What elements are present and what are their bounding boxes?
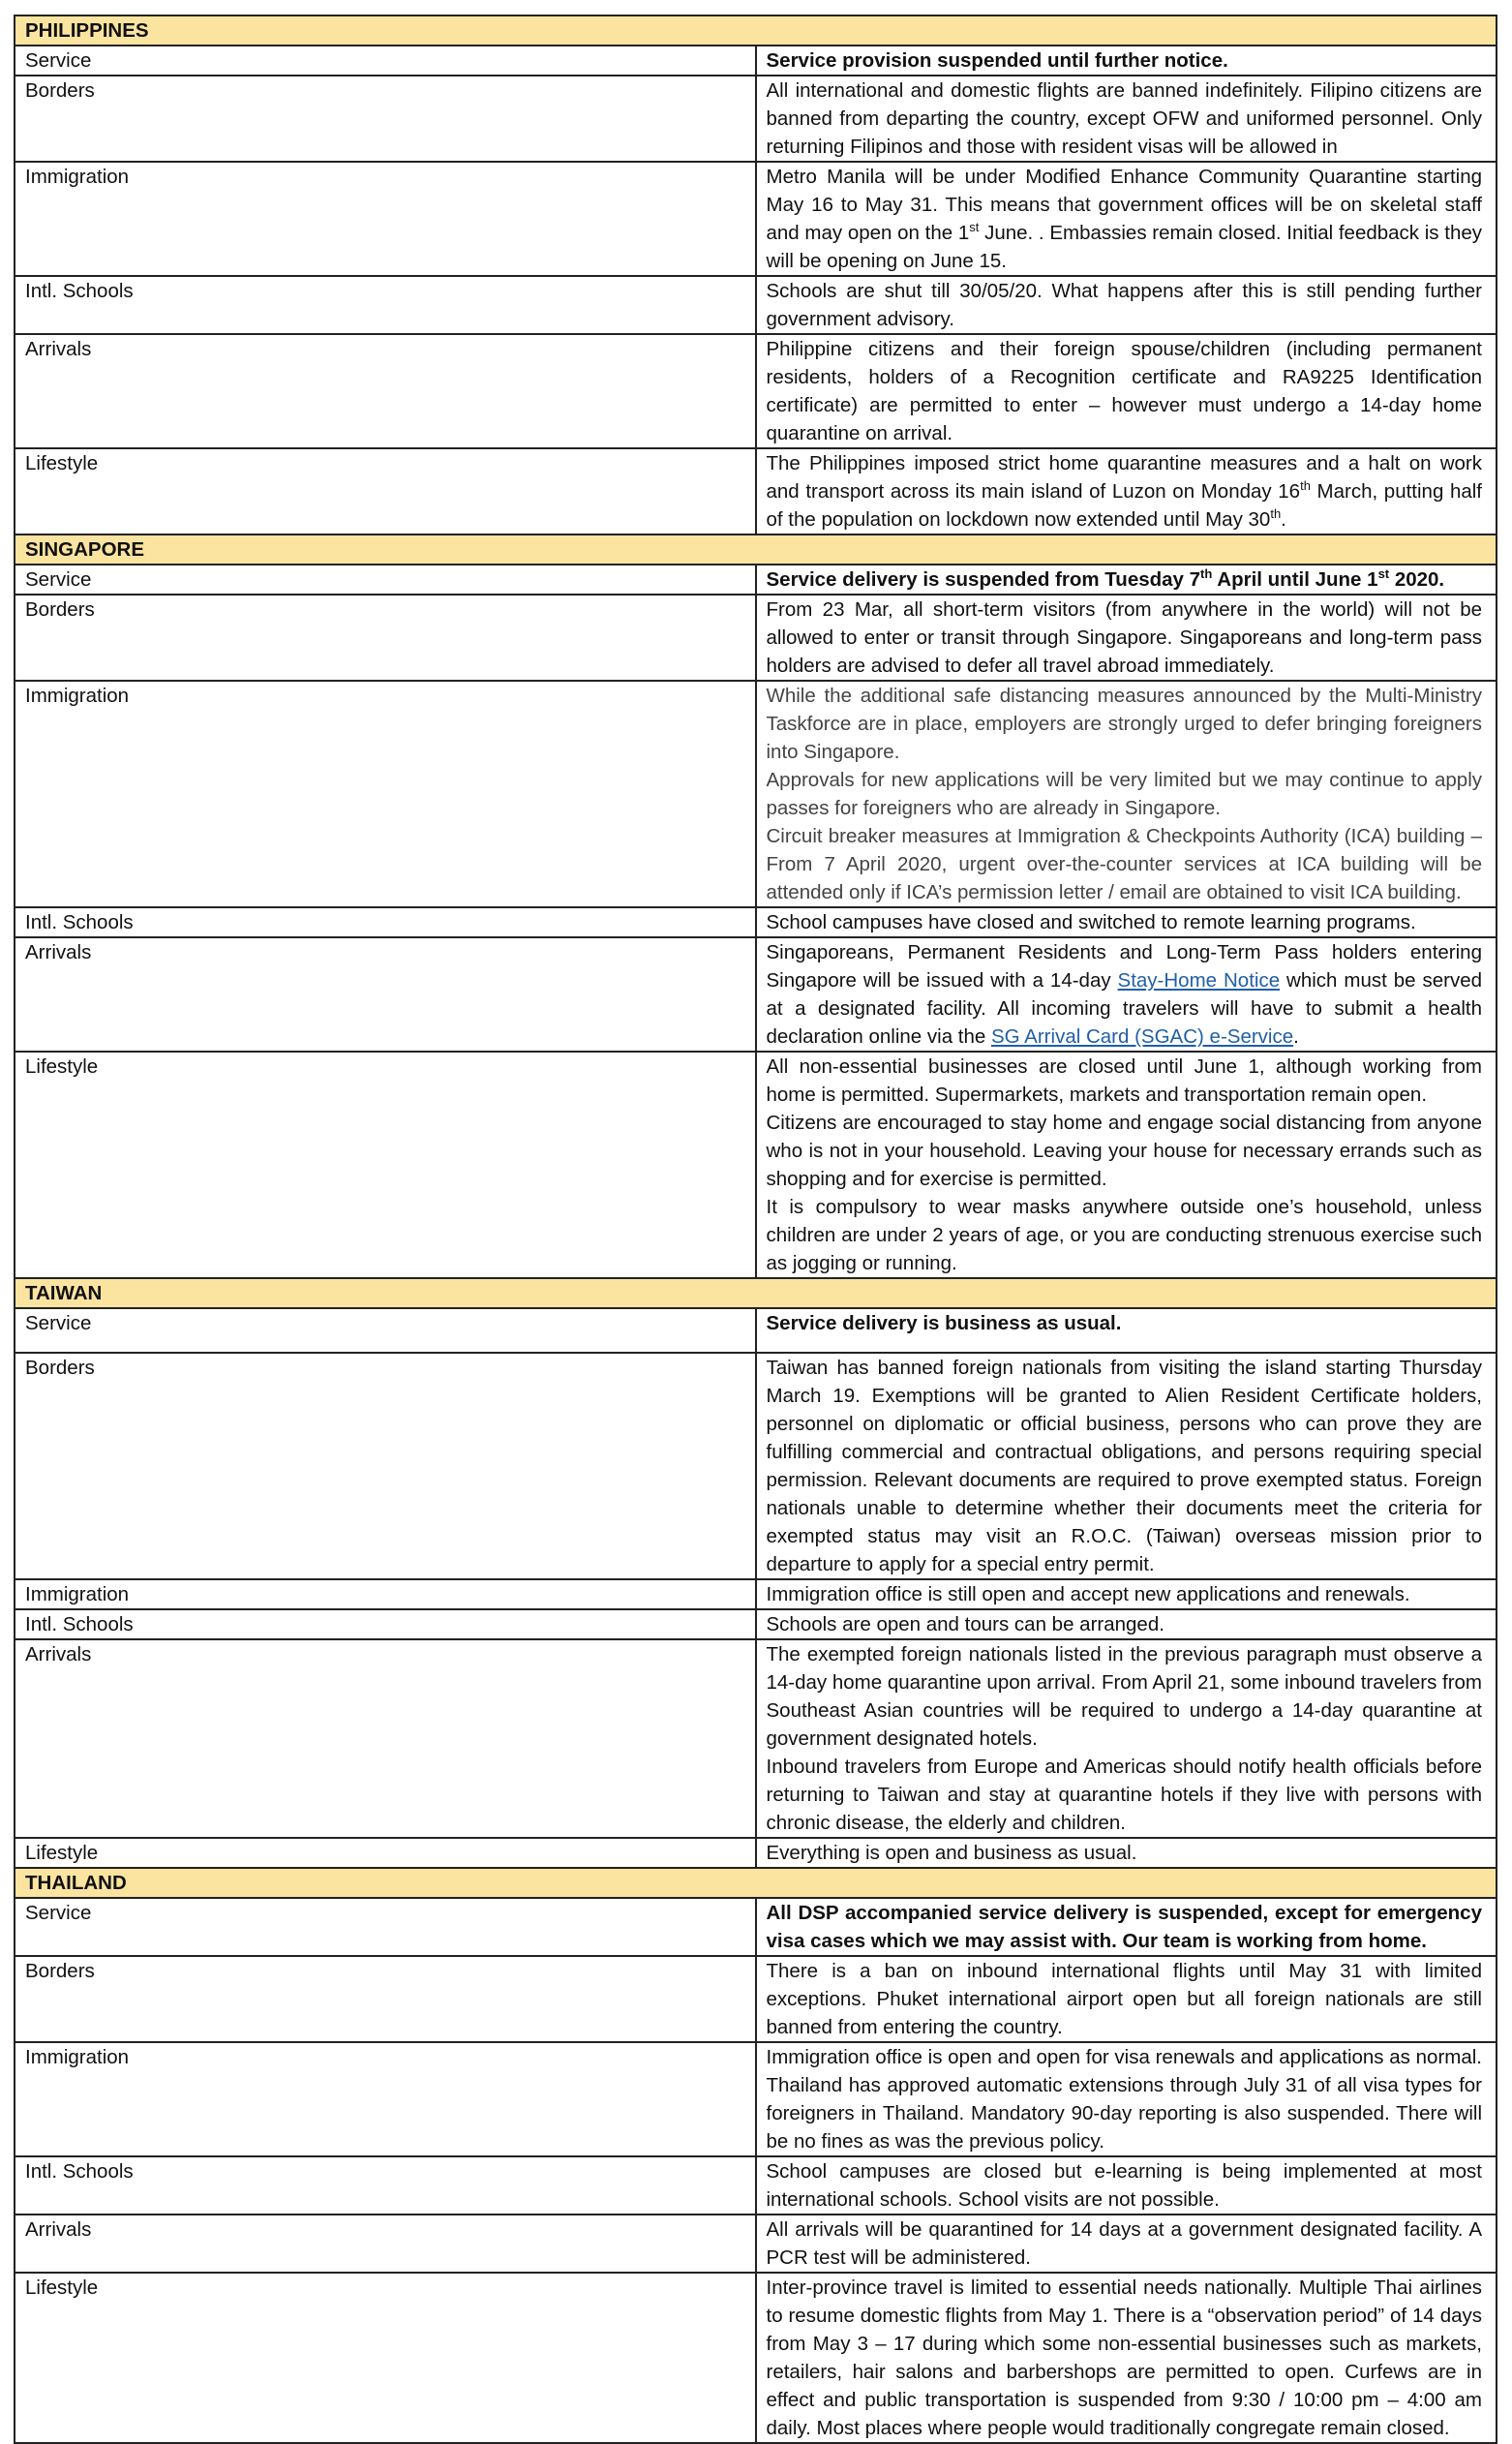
- row-text-arrivals: [756, 334, 1497, 448]
- row-label-service: Service: [15, 1308, 756, 1353]
- country-heading-thailand: THAILAND: [15, 1868, 1497, 1898]
- paragraph: From 23 Mar, all short-term visitors (from anywhere in the world) will not be allowed to enter or transit through Singapore. Singaporeans and long-term pass holders are advised to defer all travel abroad immediately.: [766, 598, 1482, 677]
- table-row: [15, 937, 1497, 1052]
- country-heading-singapore: SINGAPORE: [15, 535, 1497, 565]
- row-text-arrivals: [756, 937, 1497, 1052]
- table-row: [15, 46, 1497, 76]
- text-run: .: [1293, 1025, 1299, 1048]
- paragraph: Schools are shut till 30/05/20. What happens after this is still pending further government advisory.: [766, 280, 1482, 330]
- table-row: [15, 1308, 1497, 1353]
- row-label-arrivals: Arrivals: [15, 334, 756, 448]
- paragraph: School campuses are closed but e-learning is being implemented at most international schools. School visits are not possible.: [766, 2160, 1482, 2211]
- row-text-borders: [756, 595, 1497, 681]
- table-row: [15, 162, 1497, 276]
- row-text-service: [756, 1308, 1497, 1353]
- paragraph: Citizens are encouraged to stay home and engage social distancing from anyone who is not in your household. Leaving your house for necessary errands such as shopping and for exercise is permitted.: [766, 1112, 1482, 1190]
- paragraph: Approvals for new applications will be very limited but we may continue to apply passes for foreigners who are already in Singapore.: [766, 769, 1482, 819]
- table-row: [15, 1052, 1497, 1278]
- country-status-table: [14, 15, 1497, 2444]
- table-row: [15, 276, 1497, 334]
- table-row: [15, 1956, 1497, 2042]
- table-row: [15, 681, 1497, 907]
- row-text-intl-schools: [756, 2156, 1497, 2215]
- paragraph: Inter-province travel is limited to essential needs nationally. Multiple Thai airlines to resume domestic flights from May 1. There is a “observation period” of 14 days from May 3 – 17 during which some non-essential businesses such as markets, retailers, hair salons and barbershops are permitted to open. Curfews are in effect and public transportation is suspended from 9:30 / 10:00 pm – 4:00 am daily. Most places where people would traditionally congregate remain closed.: [766, 2276, 1482, 2439]
- row-label-borders: Borders: [15, 1956, 756, 2042]
- table-row: [15, 907, 1497, 937]
- paragraph: The exempted foreign nationals listed in the previous paragraph must observe a 14-day home quarantine upon arrival. From April 21, some inbound travelers from Southeast Asian countries will be required to undergo a 14-day quarantine at government designated hotels.: [766, 1643, 1483, 1750]
- country-header-row: [15, 15, 1497, 46]
- row-text-service: [756, 46, 1497, 76]
- row-label-lifestyle: Lifestyle: [15, 2273, 756, 2443]
- text-run: Singaporeans, Permanent Residents and Long-Term Pass holders entering Singapore will be issued with a 14-day: [766, 941, 1482, 992]
- country-heading-philippines: PHILIPPINES: [15, 15, 1497, 46]
- row-text-lifestyle: [756, 1838, 1497, 1868]
- country-header-row: [15, 1868, 1497, 1898]
- row-label-lifestyle: Lifestyle: [15, 448, 756, 535]
- paragraph: Metro Manila will be under Modified Enhance Community Quarantine starting May 16 to May 31. This means that government offices will be on skeletal staff and may open on the 1st June. . Embassies remain closed. Initial feedback is they will be opening on June 15.: [766, 166, 1483, 272]
- paragraph: All arrivals will be quarantined for 14 days at a government designated facility. A PCR test will be administered.: [766, 2218, 1482, 2269]
- row-text-immigration: [756, 681, 1497, 907]
- paragraph: All international and domestic flights are banned indefinitely. Filipino citizens are banned from departing the country, except OFW and uniformed personnel. Only returning Filipinos and those with resident visas will be allowed in: [766, 79, 1482, 158]
- row-text-intl-schools: [756, 907, 1497, 937]
- row-text-service: [756, 1898, 1497, 1956]
- table-row: [15, 2273, 1497, 2443]
- row-label-immigration: Immigration: [15, 1579, 756, 1609]
- paragraph: Service delivery is suspended from Tuesday 7th April until June 1st 2020.: [766, 566, 1445, 591]
- row-label-intl-schools: Intl. Schools: [15, 907, 756, 937]
- row-label-intl-schools: Intl. Schools: [15, 2156, 756, 2215]
- table-row: [15, 2156, 1497, 2215]
- row-label-immigration: Immigration: [15, 2042, 756, 2156]
- paragraph: Philippine citizens and their foreign spouse/children (including permanent residents, holders of a Recognition certificate and RA9225 Identification certificate) are permitted to enter – however must undergo a 14-day home quarantine on arrival.: [766, 338, 1482, 444]
- row-label-borders: Borders: [15, 76, 756, 162]
- paragraph: While the additional safe distancing measures announced by the Multi-Ministry Taskforce are in place, employers are strongly urged to defer bringing foreigners into Singapore.: [766, 685, 1482, 763]
- table-row: [15, 1579, 1497, 1609]
- row-text-immigration: [756, 2042, 1497, 2156]
- row-label-borders: Borders: [15, 1353, 756, 1579]
- paragraph: Inbound travelers from Europe and Americas should notify health officials before returning to Taiwan and stay at quarantine hotels if they live with persons with chronic disease, the elderly and children.: [766, 1756, 1482, 1834]
- row-text-borders: [756, 76, 1497, 162]
- paragraph: Service provision suspended until further notice.: [766, 49, 1228, 72]
- row-label-borders: Borders: [15, 595, 756, 681]
- table-row: [15, 1353, 1497, 1579]
- row-text-immigration: [756, 1579, 1497, 1609]
- row-text-intl-schools: [756, 276, 1497, 334]
- stay-home-notice-link[interactable]: Stay-Home Notice: [1117, 969, 1281, 992]
- row-text-arrivals: [756, 2215, 1497, 2273]
- paragraph: All non-essential businesses are closed until June 1, although working from home is permitted. Supermarkets, markets and transportation remain open.: [766, 1055, 1482, 1106]
- row-text-immigration: [756, 162, 1497, 276]
- paragraph: It is compulsory to wear masks anywhere outside one’s household, unless children are under 2 years of age, or you are conducting strenuous exercise such as jogging or running.: [766, 1196, 1482, 1274]
- row-label-arrivals: Arrivals: [15, 1639, 756, 1838]
- row-label-service: Service: [15, 565, 756, 595]
- row-text-service: [756, 565, 1497, 595]
- paragraph: The Philippines imposed strict home quarantine measures and a halt on work and transport across its main island of Luzon on Monday 16th March, putting half of the population on lockdown now extended until May 30th.: [766, 452, 1483, 531]
- row-label-service: Service: [15, 1898, 756, 1956]
- table-row: [15, 2215, 1497, 2273]
- table-row: [15, 2042, 1497, 2156]
- row-text-borders: [756, 1353, 1497, 1579]
- row-label-intl-schools: Intl. Schools: [15, 276, 756, 334]
- paragraph: [767, 938, 1483, 1051]
- row-label-intl-schools: Intl. Schools: [15, 1609, 756, 1639]
- row-text-lifestyle: [756, 1052, 1497, 1278]
- row-label-service: Service: [15, 46, 756, 76]
- paragraph: Immigration office is still open and accept new applications and renewals.: [766, 1583, 1410, 1605]
- table-row: [15, 334, 1497, 448]
- paragraph: Schools are open and tours can be arranged.: [766, 1613, 1164, 1635]
- row-label-immigration: Immigration: [15, 162, 756, 276]
- paragraph: Everything is open and business as usual.: [766, 1842, 1137, 1864]
- paragraph: Immigration office is open and open for visa renewals and applications as normal. Thailand has approved automatic extensions through July 31 of all visa types for foreigners in Thailand. Mandatory 90-day reporting is also suspended. There will be no fines as was the previous policy.: [766, 2046, 1482, 2153]
- paragraph: School campuses have closed and switched to remote learning programs.: [766, 911, 1416, 933]
- row-label-arrivals: Arrivals: [15, 2215, 756, 2273]
- row-text-lifestyle: [756, 2273, 1497, 2443]
- table-row: [15, 448, 1497, 535]
- table-row: [15, 1898, 1497, 1956]
- country-heading-taiwan: TAIWAN: [15, 1278, 1497, 1308]
- table-row: [15, 595, 1497, 681]
- row-text-borders: [756, 1956, 1497, 2042]
- sg-arrival-card-link[interactable]: SG Arrival Card (SGAC) e-Service: [991, 1025, 1294, 1048]
- row-label-immigration: Immigration: [15, 681, 756, 907]
- table-row: [15, 76, 1497, 162]
- paragraph: All DSP accompanied service delivery is suspended, except for emergency visa cases which we may assist with. Our team is working from home.: [766, 1902, 1482, 1952]
- country-header-row: [15, 1278, 1497, 1308]
- table-row: [15, 1639, 1497, 1838]
- row-label-arrivals: Arrivals: [15, 937, 756, 1052]
- paragraph: There is a ban on inbound international flights until May 31 with limited exceptions. Phuket international airport open but all foreign nationals are still banned from entering the country.: [766, 1960, 1482, 2038]
- text-run: which must be served at a designated facility. All incoming travelers will have to submit a health declaration online via the: [766, 969, 1482, 1048]
- country-header-row: [15, 535, 1497, 565]
- table-row: [15, 1838, 1497, 1868]
- table-row: [15, 1609, 1497, 1639]
- row-label-lifestyle: Lifestyle: [15, 1052, 756, 1278]
- row-text-arrivals: [756, 1639, 1497, 1838]
- paragraph: Taiwan has banned foreign nationals from visiting the island starting Thursday March 19. Exemptions will be granted to Alien Resident Certificate holders, personnel on diplomatic or official business, persons who can prove they are fulfilling commercial and contractual obligations, and persons requiring special permission. Relevant documents are required to prove exempted status. Foreign nationals unable to determine whether their documents meet the criteria for exempted status may visit an R.O.C. (Taiwan) overseas mission prior to departure to apply for a special entry permit.: [766, 1357, 1482, 1575]
- paragraph: Circuit breaker measures at Immigration & Checkpoints Authority (ICA) building – From 7 April 2020, urgent over-the-counter services at ICA building will be attended only if ICA’s permission letter / email are obtained to visit ICA building.: [766, 825, 1482, 903]
- row-label-lifestyle: Lifestyle: [15, 1838, 756, 1868]
- row-text-intl-schools: [756, 1609, 1497, 1639]
- table-body: [15, 15, 1497, 2443]
- paragraph: Service delivery is business as usual.: [766, 1312, 1122, 1334]
- row-text-lifestyle: [756, 448, 1497, 535]
- table-row: [15, 565, 1497, 595]
